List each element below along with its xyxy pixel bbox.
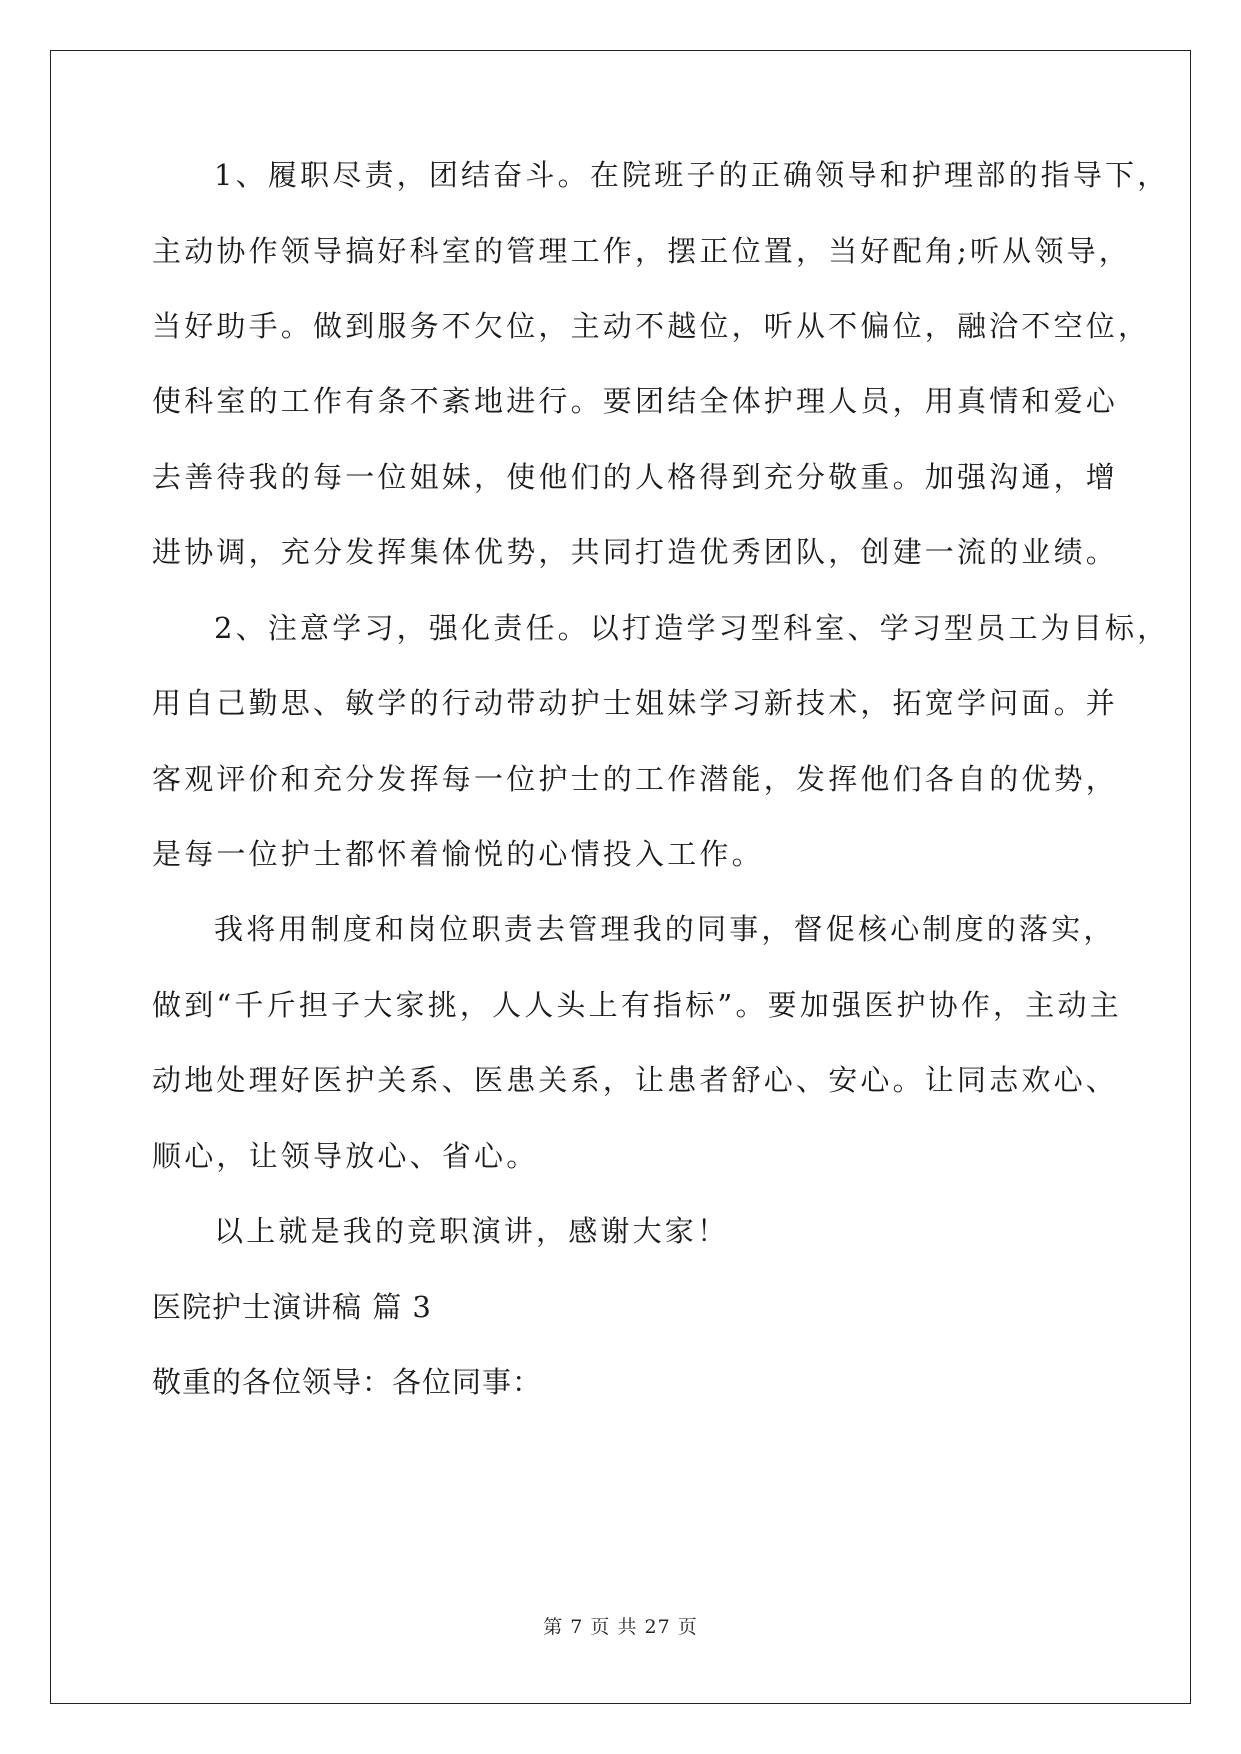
paragraph-line: 客观评价和充分发挥每一位护士的工作潜能，发挥他们各自的优势， (152, 762, 1119, 796)
section-heading: 医院护士演讲稿 篇 3 (152, 1290, 432, 1324)
paragraph-line: 2、注意学习，强化责任。以打造学习型科室、学习型员工为目标， (214, 611, 1170, 645)
paragraph-line: 动地处理好医护关系、医患关系，让患者舒心、安心。让同志欢心、 (152, 1063, 1119, 1097)
paragraph-line: 用自己勤思、敏学的行动带动护士姐妹学习新技术，拓宽学问面。并 (152, 686, 1119, 720)
paragraph-line: 做到“千斤担子大家挑，人人头上有指标”。要加强医护协作，主动主 (152, 988, 1122, 1022)
paragraph-line: 1、履职尽责，团结奋斗。在院班子的正确领导和护理部的指导下， (214, 158, 1170, 192)
paragraph-line: 顺心，让领导放心、省心。 (152, 1139, 539, 1173)
paragraph-line: 我将用制度和岗位职责去管理我的同事，督促核心制度的落实， (214, 912, 1116, 946)
paragraph-line: 是每一位护士都怀着愉悦的心情投入工作。 (152, 837, 764, 871)
page-number: 第 7 页 共 27 页 (543, 1616, 698, 1638)
page-border (50, 50, 1191, 1704)
salutation: 敬重的各位领导：各位同事： (152, 1365, 543, 1399)
paragraph-line: 去善待我的每一位姐妹，使他们的人格得到充分敬重。加强沟通，增 (152, 460, 1119, 494)
paragraph-line: 以上就是我的竞职演讲，感谢大家！ (214, 1214, 730, 1248)
paragraph-line: 进协调，充分发挥集体优势，共同打造优秀团队，创建一流的业绩。 (152, 535, 1119, 569)
paragraph-line: 使科室的工作有条不紊地进行。要团结全体护理人员，用真情和爱心 (152, 384, 1119, 418)
paragraph-line: 主动协作领导搞好科室的管理工作，摆正位置，当好配角;听从领导， (152, 234, 1131, 268)
paragraph-line: 当好助手。做到服务不欠位，主动不越位，听从不偏位，融洽不空位， (152, 309, 1151, 343)
